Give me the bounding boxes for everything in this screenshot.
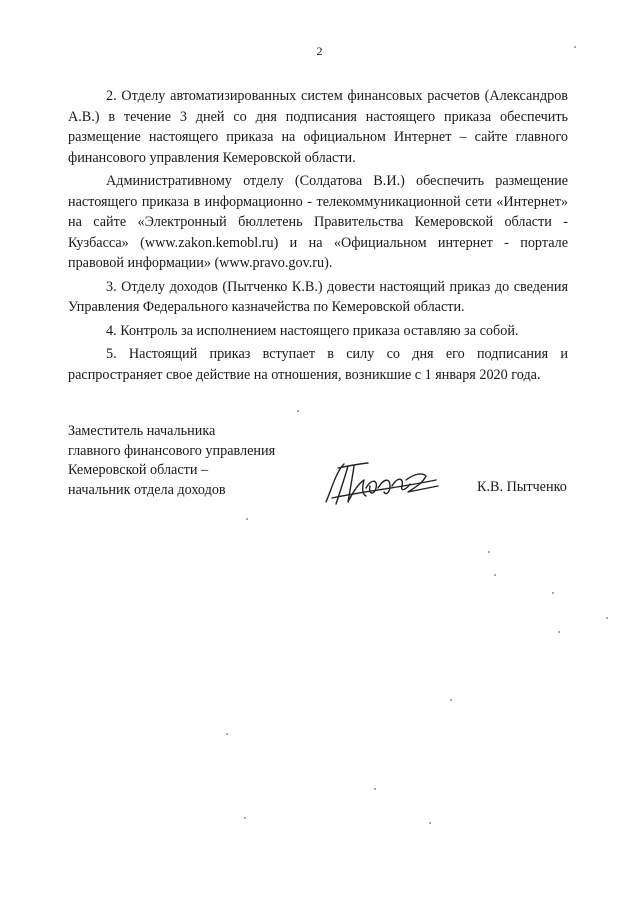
scan-speck: [450, 699, 452, 701]
scan-speck: [297, 410, 299, 412]
scan-speck: [488, 551, 490, 553]
page-number: 2: [316, 44, 323, 58]
signer-title: [68, 422, 328, 500]
scan-speck: [226, 733, 228, 735]
paragraph-4: 4. Контроль за исполнением настоящего приказа оставляю за собой.: [106, 322, 519, 339]
scan-speck: [606, 617, 608, 619]
scan-speck: [574, 46, 576, 48]
signature-block: [68, 422, 568, 502]
handwritten-signature: [318, 458, 448, 508]
signer-title-line: Кемеровской области –: [68, 462, 209, 478]
scan-speck: [429, 822, 431, 824]
scan-speck: [246, 518, 248, 520]
signer-title-line: начальник отдела доходов: [68, 481, 226, 498]
paragraph-5: 5. Настоящий приказ вступает в силу со дня его подписания и распространяет свое действие на отношения, возникшие с 1 января 2020 года.: [68, 346, 568, 383]
scan-speck: [552, 592, 554, 594]
paragraph-2: Административному отделу (Солдатова В.И.) обеспечить размещение настоящего приказа в информационно - телекоммуникационной сети «Интернет» на сайте «Электронный бюллетень Правительства Кемеровской области - Кузбасса» (www.zakon.kemobl.ru) и на «Официальном интернет - портале правовой информации» (www.pravo.gov.ru).: [68, 173, 568, 271]
scan-speck: [244, 817, 246, 819]
paragraph-1: 2. Отделу автоматизированных систем финансовых расчетов (Александров А.В.) в течение 3 дней со дня подписания настоящего приказа обеспечить размещение настоящего приказа на официальном Интернет – сайте главного финансового управления Кемеровской области.: [68, 88, 568, 166]
scan-speck: [374, 788, 376, 790]
scan-speck: [494, 574, 496, 576]
order-body: [68, 86, 568, 388]
signer-title-line: главного финансового управления: [68, 442, 276, 459]
paragraph-3: 3. Отделу доходов (Пытченко К.В.) довести настоящий приказ до сведения Управления Федерального казначейства по Кемеровской области.: [68, 278, 568, 315]
signer-name: К.В. Пытченко: [477, 479, 567, 495]
signer-title-line: Заместитель начальника: [68, 423, 216, 439]
scan-speck: [558, 631, 560, 633]
